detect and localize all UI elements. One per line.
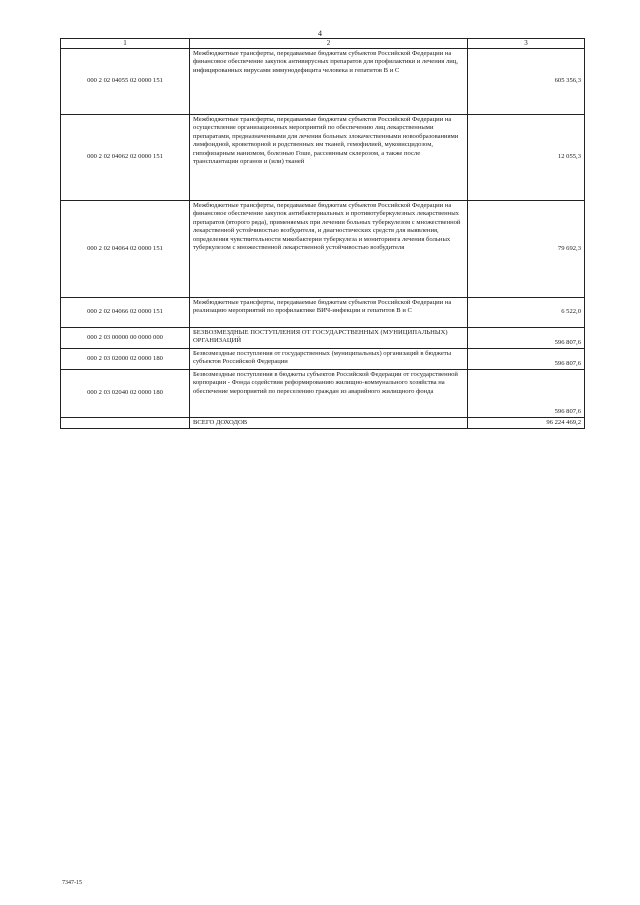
revenue-description: Межбюджетные трансферты, передаваемые бюджетам субъектов Российской Федерации на реализацию мероприятий по профилактике ВИЧ-инфекции и гепатитов B и C [190,298,468,328]
budget-code: 000 2 03 00000 00 0000 000 [61,328,190,349]
revenue-amount: 79 692,3 [468,201,585,298]
column-header-1: 1 [61,39,190,49]
column-header-3: 3 [468,39,585,49]
revenue-amount: 596 807,6 [468,328,585,349]
total-label: ВСЕГО ДОХОДОВ [190,418,468,429]
revenue-description: Межбюджетные трансферты, передаваемые бюджетам субъектов Российской Федерации на финансовое обеспечение закупок антибактериальных и противотуберкулезных лекарственных препаратов (второго ряда), применяемых при лечении больных туберкулезом с множественной лекарственной устойчивостью возбудителя, и диагностических средств для выявления, определения чувствительности микобактерии туберкулеза и мониторинга лечения больных туберкулезом с множественной лекарственной устойчивостью возбудителя [190,201,468,298]
revenue-amount: 596 807,6 [468,370,585,418]
budget-code: 000 2 02 04066 02 0000 151 [61,298,190,328]
table-header-row [61,39,585,49]
page-number: 4 [318,29,322,38]
budget-code: 000 2 03 02040 02 0000 180 [61,370,190,418]
table-row [61,115,585,201]
table-row [61,49,585,115]
revenue-description: Межбюджетные трансферты, передаваемые бюджетам субъектов Российской Федерации на осуществление организационных мероприятий по обеспечению лиц лекарственными препаратами, предназначенными для лечения больных злокачественными новообразованиями лимфоидной, кроветворной и родственных им тканей, гемофилией, муковисцидозом, гипофизарным нанизмом, болезнью Гоше, рассеянным склерозом, а также после трансплантации органов и (или) тканей [190,115,468,201]
total-amount: 96 224 469,2 [468,418,585,429]
revenue-description: Межбюджетные трансферты, передаваемые бюджетам субъектов Российской Федерации на финансовое обеспечение закупок антивирусных препаратов для профилактики и лечения лиц, инфицированных вирусами иммунодефицита человека и гепатитов B и C [190,49,468,115]
budget-code: 000 2 03 02000 02 0000 180 [61,349,190,370]
total-code [61,418,190,429]
table-row [61,328,585,349]
revenue-description: Безвозмездные поступления в бюджеты субъектов Российской Федерации от государственной корпорации - Фонда содействия реформированию жилищно-коммунального хозяйства на обеспечение мероприятий по переселению граждан из аварийного жилищного фонда [190,370,468,418]
total-row [61,418,585,429]
revenue-amount: 12 055,3 [468,115,585,201]
revenue-amount: 596 807,6 [468,349,585,370]
revenue-amount: 605 356,3 [468,49,585,115]
revenue-description: БЕЗВОЗМЕЗДНЫЕ ПОСТУПЛЕНИЯ ОТ ГОСУДАРСТВЕННЫХ (МУНИЦИПАЛЬНЫХ) ОРГАНИЗАЦИЙ [190,328,468,349]
budget-code: 000 2 02 04055 02 0000 151 [61,49,190,115]
table-row [61,349,585,370]
table-row [61,370,585,418]
table-row [61,298,585,328]
budget-code: 000 2 02 04064 02 0000 151 [61,201,190,298]
revenue-table [60,38,585,429]
document-code: 7347-15 [62,880,82,886]
budget-code: 000 2 02 04062 02 0000 151 [61,115,190,201]
table-row [61,201,585,298]
revenue-description: Безвозмездные поступления от государственных (муниципальных) организаций в бюджеты субъектов Российской Федерации [190,349,468,370]
revenue-amount: 6 522,0 [468,298,585,328]
column-header-2: 2 [190,39,468,49]
